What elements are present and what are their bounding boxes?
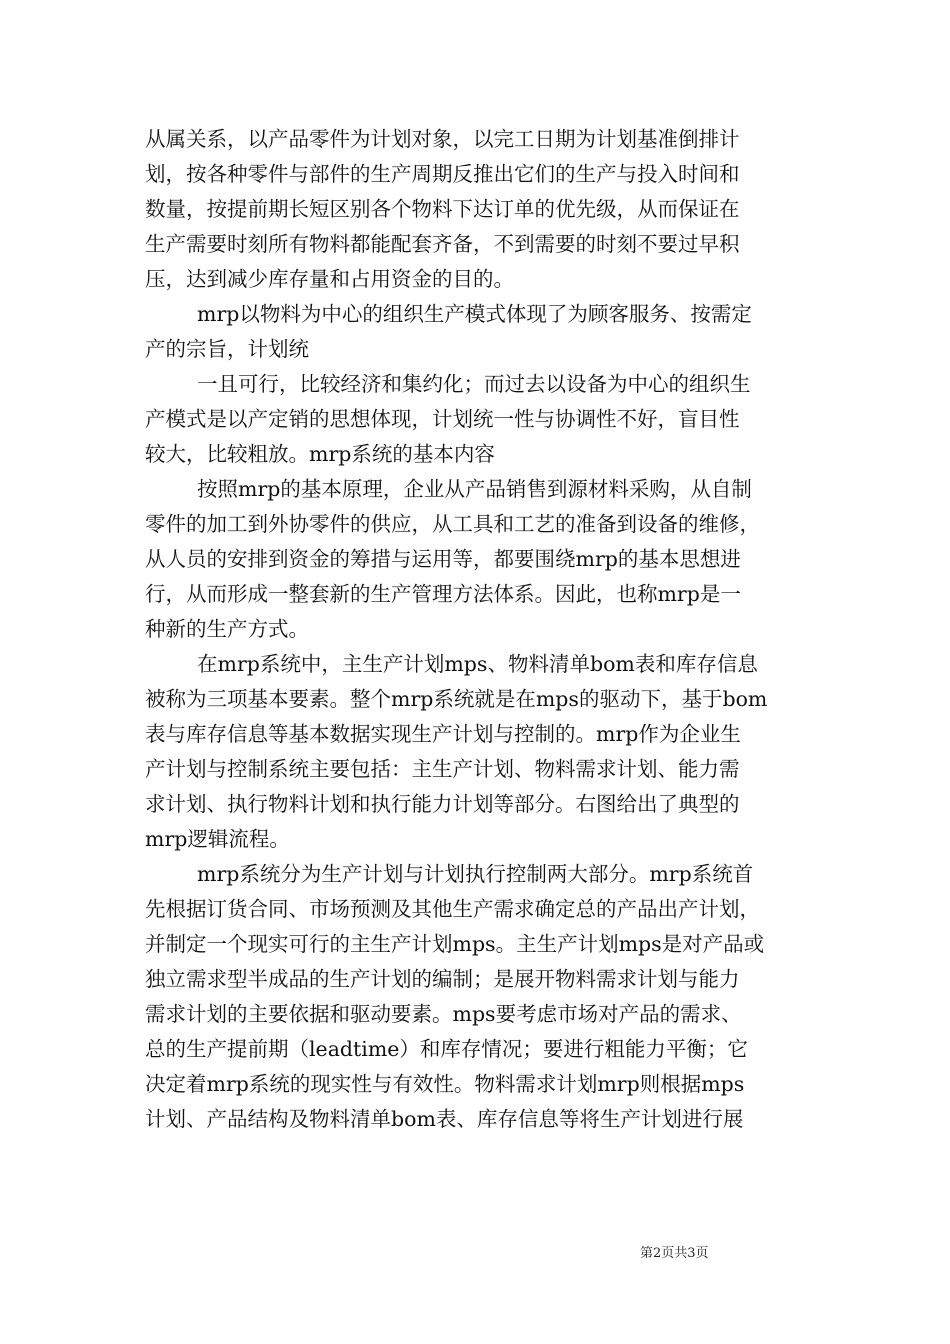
text-line: 表与库存信息等基本数据实现生产计划与控制的。mrp作为企业生 [145,722,741,746]
text-line: 压，达到减少库存量和占用资金的目的。 [145,267,514,291]
text-line: 较大，比较粗放。mrp系统的基本内容 [145,442,495,466]
text-line: 一且可行，比较经济和集约化；而过去以设备为中心的组织生 [197,372,751,396]
text-line: 需求计划的主要依据和驱动要素。mps要考虑市场对产品的需求、 [145,1002,742,1026]
text-line: 计划、产品结构及物料清单bom表、库存信息等将生产计划进行展 [145,1107,744,1131]
text-line: 划，按各种零件与部件的生产周期反推出它们的生产与投入时间和 [145,162,740,186]
text-line: 被称为三项基本要素。整个mrp系统就是在mps的驱动下，基于bom [145,687,768,711]
text-line: mrp逻辑流程。 [145,827,290,851]
text-line: 并制定一个现实可行的主生产计划mps。主生产计划mps是对产品或 [145,932,765,956]
text-line: 种新的生产方式。 [145,617,309,641]
text-line: 求计划、执行物料计划和执行能力计划等部分。右图给出了典型的 [145,792,740,816]
text-line: 按照mrp的基本原理，企业从产品销售到源材料采购，从自制 [197,477,752,501]
text-line: 在mrp系统中，主生产计划mps、物料清单bom表和库存信息 [197,652,758,676]
text-line: 从人员的安排到资金的筹措与运用等，都要围绕mrp的基本思想进 [145,547,741,571]
document-body [145,122,813,1137]
text-line: 决定着mrp系统的现实性与有效性。物料需求计划mrp则根据mps [145,1072,745,1096]
text-line: 独立需求型半成品的生产计划的编制；是展开物料需求计划与能力 [145,967,740,991]
text-line: mrp系统分为生产计划与计划执行控制两大部分。mrp系统首 [197,862,754,886]
text-line: 从属关系，以产品零件为计划对象，以完工日期为计划基准倒排计 [145,127,740,151]
text-line: 产的宗旨，计划统 [145,337,309,361]
text-line: 先根据订货合同、市场预测及其他生产需求确定总的产品出产计划， [145,897,760,921]
text-line: 行，从而形成一整套新的生产管理方法体系。因此，也称mrp是一 [145,582,741,606]
text-line: 生产需要时刻所有物料都能配套齐备，不到需要的时刻不要过早积 [145,232,740,256]
text-line: 产计划与控制系统主要包括：主生产计划、物料需求计划、能力需 [145,757,740,781]
text-line: 零件的加工到外协零件的供应，从工具和工艺的准备到设备的维修， [145,512,760,536]
page-footer [640,1245,890,1263]
text-line: 总的生产提前期（leadtime）和库存情况；要进行粗能力平衡；它 [145,1037,748,1061]
text-line: mrp以物料为中心的组织生产模式体现了为顾客服务、按需定 [197,302,752,326]
text-line: 产模式是以产定销的思想体现，计划统一性与协调性不好，盲目性 [145,407,740,431]
page-number: 第2页共3页 [640,1246,709,1261]
text-line: 数量，按提前期长短区别各个物料下达订单的优先级，从而保证在 [145,197,740,221]
